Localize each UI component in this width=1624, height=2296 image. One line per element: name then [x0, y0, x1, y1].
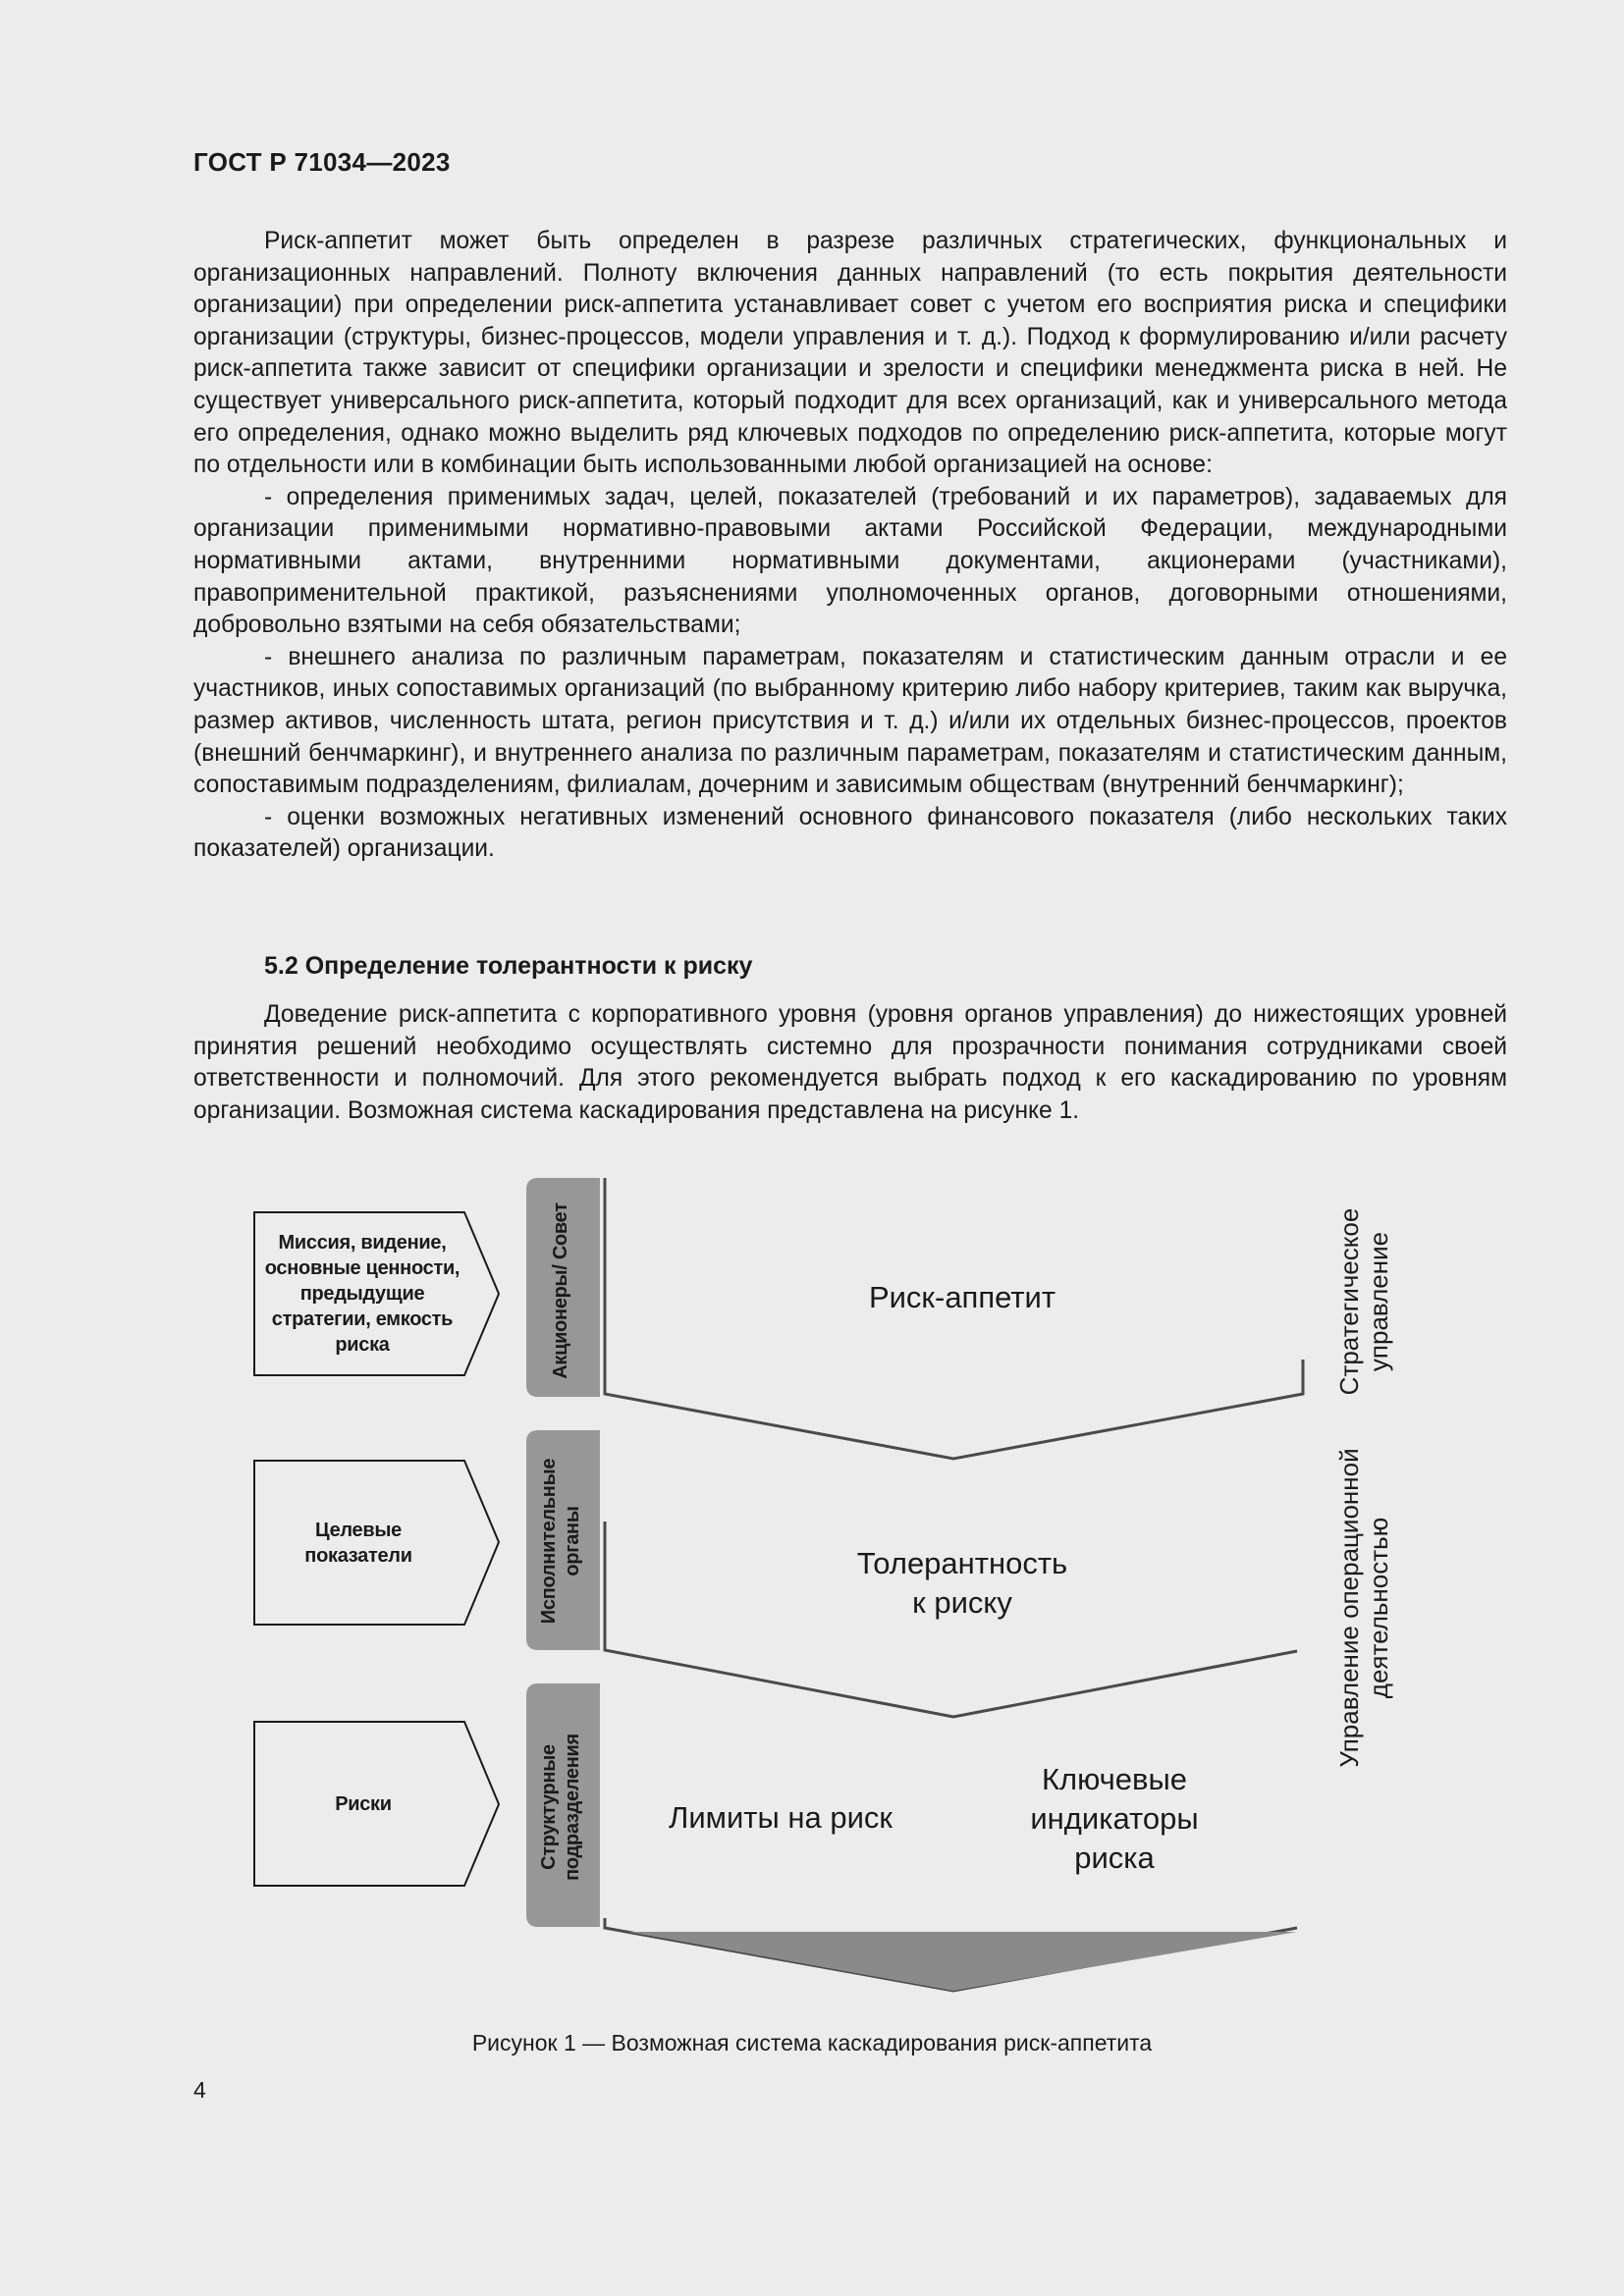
- risk-tolerance-label: [766, 1541, 1159, 1626]
- tab-executive-label: Исполнительные органы: [538, 1458, 583, 1625]
- operational-management-label: [1329, 1412, 1398, 1804]
- kri-line-1: Ключевые: [1041, 1762, 1188, 1796]
- strategic-management-label: [1329, 1174, 1398, 1429]
- strategic-line-2: управление: [1364, 1231, 1393, 1372]
- list-item: - оценки возможных негативных изменений основного финансового показателя (либо нескольких таких показателей) организации.: [193, 803, 1507, 863]
- level-3-wedge: [628, 1932, 1297, 1991]
- intro-text: [193, 226, 1507, 866]
- box-targets-label: Целевые показатели: [304, 1519, 412, 1567]
- operational-line-1: Управление операционной: [1334, 1448, 1364, 1768]
- paragraph: Доведение риск-аппетита с корпоративного уровня (уровня органов управления) до нижестоящих уровней принятия решений необходимо осуществлять системно для прозрачности понимания сотрудниками своей ответственности и полномочий. Для этого рекомендуется выбрать подход к его каскадированию по уровням организации. Возможная система каскадирования представлена на рисунке 1.: [193, 1001, 1507, 1124]
- operational-line-2: деятельностью: [1364, 1517, 1393, 1699]
- page-number: 4: [193, 2077, 206, 2103]
- kri-line-2: индикаторы: [1030, 1801, 1199, 1836]
- section-title: 5.2 Определение толерантности к риску: [264, 952, 753, 980]
- box-risks-label: Риски: [335, 1792, 392, 1815]
- tab-divisions-label: Структурные подразделения: [538, 1734, 583, 1881]
- risk-tolerance-line-1: Толерантность: [856, 1546, 1068, 1580]
- risk-appetite-label: Риск-аппетит: [868, 1280, 1056, 1314]
- list-item: - определения применимых задач, целей, показателей (требований и их параметров), задаваемых для организации применимыми нормативно-правовыми актами Российской Федерации, международными нормативными актами, внутренними нормативными документами, акционерами (участниками), правоприменительной практикой, разъяснениями уполномоченных органов, договорными отношениями, добровольно взятыми на себя обязательствами;: [193, 483, 1507, 639]
- risk-tolerance-line-2: к риску: [912, 1585, 1012, 1620]
- figure-caption: Рисунок 1 — Возможная система каскадирования риск-аппетита: [471, 2030, 1153, 2056]
- kri-line-3: риска: [1074, 1841, 1155, 1875]
- document-code: ГОСТ Р 71034—2023: [193, 147, 451, 177]
- key-risk-indicators-label: [982, 1757, 1247, 1881]
- cascade-figure: [0, 1168, 1624, 2012]
- section-text: [193, 999, 1507, 1127]
- strategic-line-1: Стратегическое: [1334, 1207, 1364, 1396]
- risk-limits-label: Лимиты на риск: [669, 1800, 893, 1835]
- paragraph: Риск-аппетит может быть определен в разрезе различных стратегических, функциональных и организационных направлений. Полноту включения данных направлений (то есть покрытия деятельности организации) при определении риск-аппетита устанавливает совет с учетом его восприятия риска и специфики организации (структуры, бизнес-процессов, модели управления и т. д.). Подход к формулированию и/или расчету риск-аппетита также зависит от специфики организации и зрелости и специфики менеджмента риска в ней. Не существует универсального риск-аппетита, который подходит для всех организаций, как и универсального метода его определения, однако можно выделить ряд ключевых подходов по определению риск-аппетита, которые могут по отдельности или в комбинации быть использованными любой организацией на основе:: [193, 228, 1507, 479]
- tab-shareholders-label: Акционеры/ Совет: [550, 1202, 571, 1379]
- box-mission-label: Миссия, видение, основные ценности, предыдущие стратегии, емкость риска: [264, 1232, 460, 1356]
- list-item: - внешнего анализа по различным параметрам, показателям и статистическим данным отрасли и ее участников, иных сопоставимых организаций (по выбранному критерию либо набору критериев, таким как выручка, размер активов, численность штата, регион присутствия и т. д.) и/или их отдельных бизнес-процессов, проектов (внешний бенчмаркинг), и внутреннего анализа по различным параметрам, показателям и статистическим данным, сопоставимым подразделениям, филиалам, дочерним и зависимым обществам (внутренний бенчмаркинг);: [193, 643, 1507, 799]
